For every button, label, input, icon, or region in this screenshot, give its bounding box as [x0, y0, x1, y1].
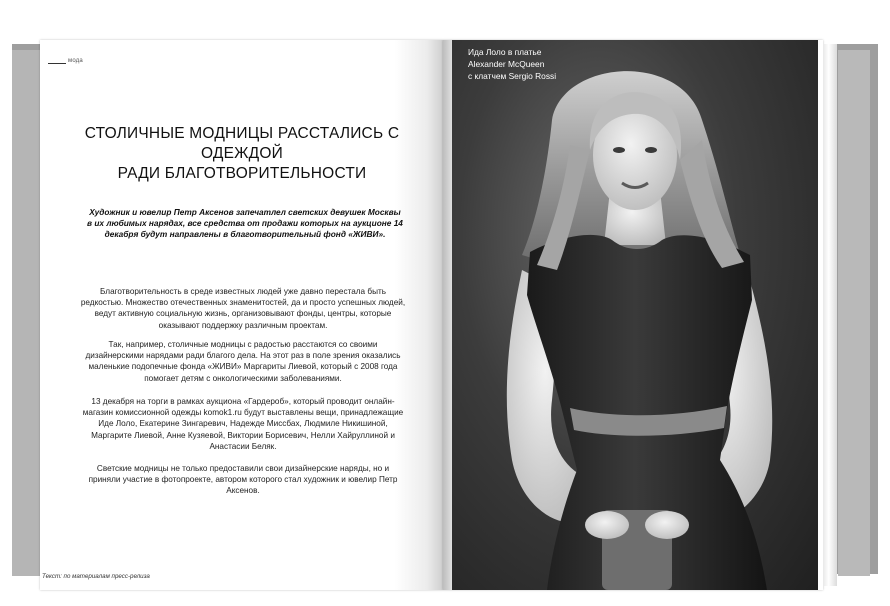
cover-left-edge — [12, 50, 40, 576]
portrait-illustration — [452, 40, 818, 590]
right-page-stack-edge — [823, 44, 837, 586]
article-paragraph-3: 13 декабря на торги в рамках аукциона «Гардероб», который проводит онлайн-магазин комиссионной одежды komok1.ru будут выставлены вещи, принадлежащие Иде Лоло, Екатерине Зингаревич, Надежде Миссбах, Людмиле Никишиной, Маргарите Лиевой, Анне Кузяевой, Виктории Борисевич, Нелли Хайруллиной и Анастасии Беляк. — [82, 397, 404, 451]
article-lead: Художник и ювелир Петр Аксенов запечатлел светских девушек Москвы в их любимых нарядах, все средства от продажи которых на аукционе 14 декабря будут направлены в благотворительный фонд «ЖИВИ». — [87, 207, 403, 240]
article-title — [52, 124, 432, 184]
cover-right-edge — [838, 50, 870, 576]
photo-caption — [468, 46, 618, 82]
article-paragraph-1: Благотворительность в среде известных людей уже давно перестала быть редкостью. Множество отечественных знаменитостей, да и просто успешных людей, ведут активную социальную жизнь, организовывают фонды, центры, которые оказывают поддержку различным проектам. — [80, 287, 406, 330]
article-paragraph-2: Так, например, столичные модницы с радостью расстаются со своими дизайнерскими нарядами ради благого дела. На этот раз в поле зрения оказались маленькие подопечные фонда «ЖИВИ» Маргариты Лиевой, который с 2008 года помогает детям с онкологическими заболеваниями. — [85, 340, 401, 383]
portrait-photo — [452, 40, 818, 590]
article-paragraph-4: Светские модницы не только предоставили свои дизайнерские наряды, но и приняли участие в фотопроекте, автором которого стал художник и ювелир Петр Аксенов. — [88, 464, 398, 496]
section-label: мода — [68, 58, 83, 64]
photo-caption-line2: Alexander McQueen — [468, 59, 545, 69]
section-rule — [48, 63, 66, 64]
photo-caption-line1: Ида Лоло в платье — [468, 47, 542, 57]
text-credit: Текст: по материалам пресс-релиза — [42, 573, 150, 580]
photo-caption-line3: с клатчем Sergio Rossi — [468, 71, 557, 81]
article-title-line1: СТОЛИЧНЫЕ МОДНИЦЫ РАССТАЛИСЬ С ОДЕЖДОЙ — [84, 125, 400, 162]
article-title-line2: РАДИ БЛАГОТВОРИТЕЛЬНОСТИ — [117, 165, 367, 182]
